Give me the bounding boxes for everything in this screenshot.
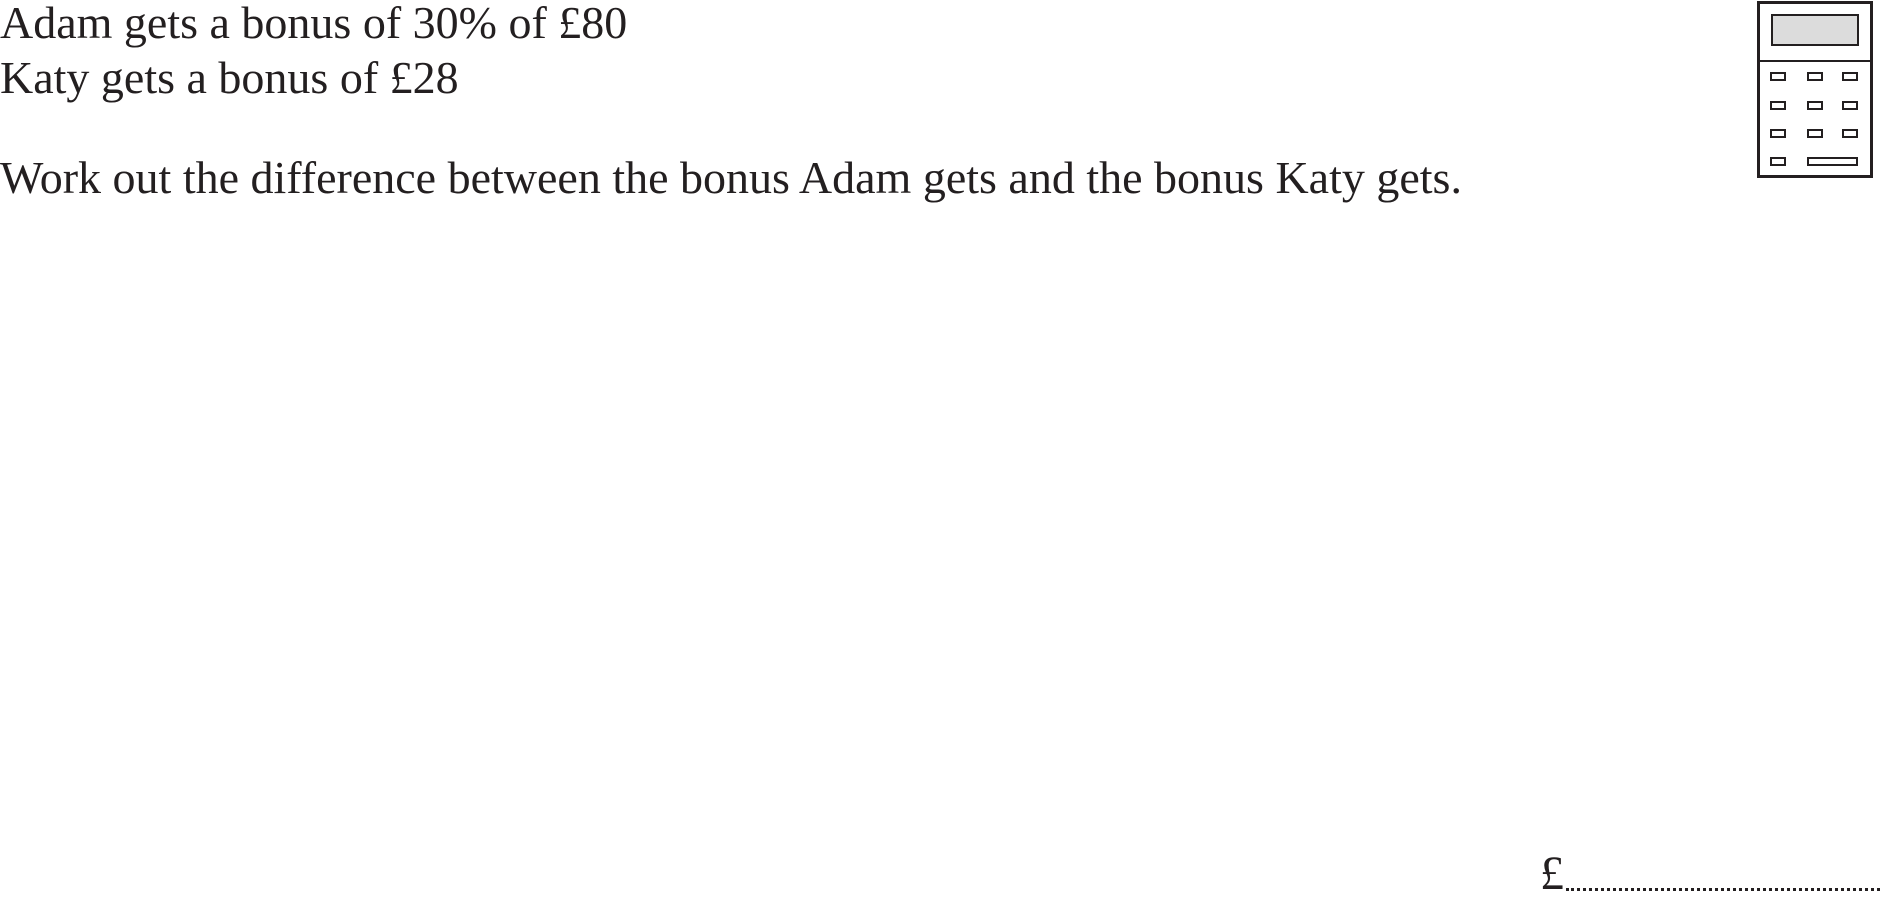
question-line-adam: Adam gets a bonus of 30% of £80 [0, 0, 628, 48]
question-instruction: Work out the difference between the bonus Adam gets and the bonus Katy gets. [0, 152, 1462, 203]
answer-line[interactable] [1540, 847, 1881, 900]
answer-dotted-line[interactable] [1566, 888, 1881, 891]
calculator-icon [1757, 1, 1873, 178]
answer-currency-symbol: £ [1540, 847, 1564, 900]
question-line-katy: Katy gets a bonus of £28 [0, 52, 459, 103]
calculator-screen [1772, 15, 1858, 45]
